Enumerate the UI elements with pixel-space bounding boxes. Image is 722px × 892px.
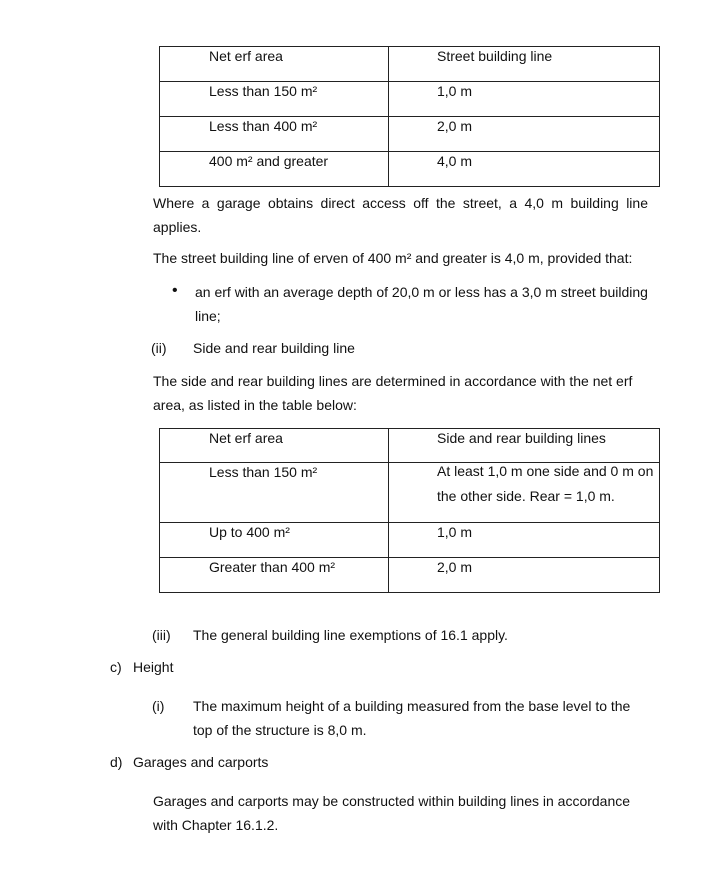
bullet-item-depth: an erf with an average depth of 20,0 m or less has a 3,0 m street building line;	[195, 284, 648, 324]
section-c-i-number: (i)	[152, 698, 165, 714]
section-d-label: d)	[110, 754, 123, 770]
section-iii-number: (iii)	[152, 627, 171, 643]
table-cell: At least 1,0 m one side and 0 m on the other side. Rear = 1,0 m.	[437, 463, 654, 504]
table-header-row	[160, 47, 660, 82]
table-cell: 1,0 m	[437, 83, 473, 99]
section-d-title: Garages and carports	[133, 754, 269, 770]
table-cell: 2,0 m	[437, 559, 473, 575]
table-cell: Less than 150 m²	[209, 464, 318, 480]
table-header-cell: Street building line	[437, 48, 553, 64]
section-c-i-text: The maximum height of a building measured from the base level to the top of the structure is 8,0 m.	[193, 698, 631, 738]
table-cell: Less than 400 m²	[209, 118, 318, 134]
garage-access-paragraph: Where a garage obtains direct access off the street, a 4,0 m building line applies.	[153, 195, 648, 235]
table-cell: 4,0 m	[437, 153, 473, 169]
section-ii-number: (ii)	[151, 340, 167, 356]
table-row	[160, 463, 660, 523]
side-rear-building-line-table	[159, 428, 660, 593]
table-cell: 2,0 m	[437, 118, 473, 134]
table-row	[160, 523, 660, 558]
table-header-cell: Net erf area	[209, 48, 283, 64]
street-building-line-table	[159, 46, 660, 187]
table-row	[160, 558, 660, 593]
section-iii-text: The general building line exemptions of 16.1 apply.	[193, 627, 508, 643]
table-cell: 400 m² and greater	[209, 153, 329, 169]
table-header-row	[160, 429, 660, 463]
street-line-400-paragraph: The street building line of erven of 400 m² and greater is 4,0 m, provided that:	[153, 250, 633, 266]
side-rear-paragraph: The side and rear building lines are determined in accordance with the net erf area, as listed in the table below:	[153, 373, 633, 413]
bullet-icon: •	[172, 282, 178, 299]
table-row	[160, 152, 660, 187]
table-row	[160, 82, 660, 117]
table-row	[160, 117, 660, 152]
table-cell: Up to 400 m²	[209, 524, 290, 540]
table-cell: Less than 150 m²	[209, 83, 318, 99]
table-cell: 1,0 m	[437, 524, 473, 540]
section-c-title: Height	[133, 659, 174, 675]
table-header-cell: Side and rear building lines	[437, 430, 606, 446]
section-ii-title: Side and rear building line	[193, 340, 355, 356]
table-header-cell: Net erf area	[209, 430, 283, 446]
garages-paragraph: Garages and carports may be constructed within building lines in accordance with Chapter 16.1.2.	[153, 793, 631, 833]
table-cell: Greater than 400 m²	[209, 559, 336, 575]
section-c-label: c)	[110, 659, 122, 675]
